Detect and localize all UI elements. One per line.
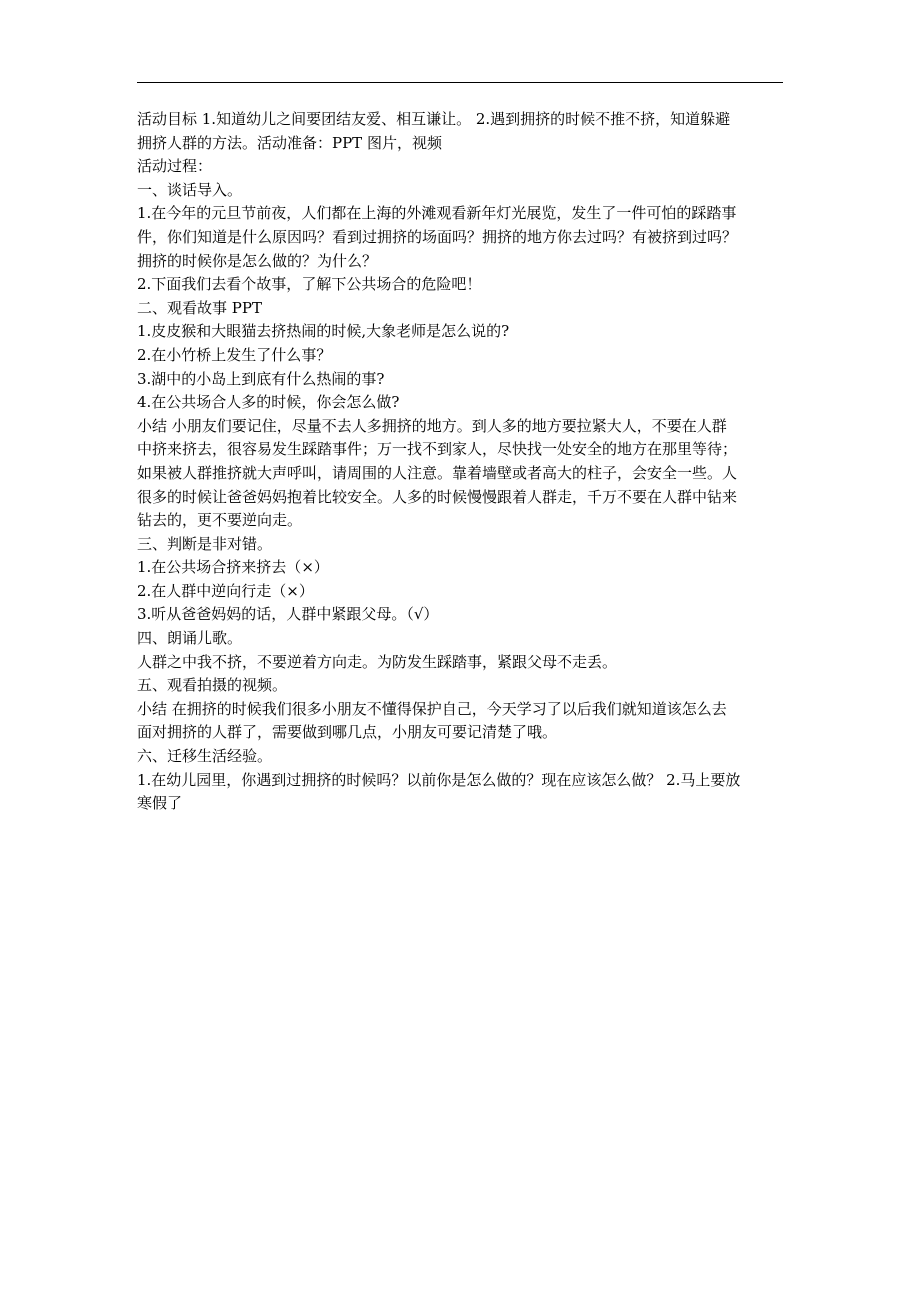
doc-line: 2.在小竹桥上发生了什么事？ — [137, 345, 332, 364]
doc-line: 3.湖中的小岛上到底有什么热闹的事? — [137, 369, 385, 388]
doc-line: 活动目标 1.知道幼儿之间要团结友爱、相互谦让。 2.遇到拥挤的时候不推不挤，知道躲避 — [137, 110, 731, 128]
document-body — [137, 108, 785, 816]
doc-line: 如果被人群推挤就大声呼叫，请周围的人注意。靠着墙壁或者高大的柱子，会安全一些。人 — [137, 463, 738, 482]
section-heading: 二、观看故事 PPT — [137, 298, 262, 317]
doc-line: 钻去的，更不要逆向走。 — [137, 511, 303, 530]
section-heading: 三、判断是非对错。 — [137, 534, 273, 553]
doc-line: 1.在公共场合挤来挤去（×） — [137, 558, 329, 577]
doc-line: 很多的时候让爸爸妈妈抱着比较安全。人多的时候慢慢跟着人群走，千万不要在人群中钻来 — [137, 487, 738, 506]
doc-line: 人群之中我不挤，不要逆着方向走。为防发生踩踏事，紧跟父母不走丢。 — [137, 652, 618, 671]
doc-line: 1.在幼儿园里，你遇到过拥挤的时候吗？以前你是怎么做的？现在应该怎么做？ 2.马上要放 — [137, 770, 741, 789]
section-heading: 一、谈话导入。 — [137, 180, 243, 199]
doc-line: 件，你们知道是什么原因吗？看到过拥挤的场面吗？拥挤的地方你去过吗？有被挤到过吗？ — [137, 227, 738, 246]
header-rule — [137, 82, 783, 83]
section-heading: 五、观看拍摄的视频。 — [137, 676, 288, 695]
doc-line: 1.在今年的元旦节前夜，人们都在上海的外滩观看新年灯光展览，发生了一件可怕的踩踏事 — [137, 204, 737, 223]
doc-line: 面对拥挤的人群了，需要做到哪几点，小朋友可要记清楚了哦。 — [137, 723, 558, 742]
doc-line: 小结 在拥挤的时候我们很多小朋友不懂得保护自己，今天学习了以后我们就知道该怎么去 — [137, 699, 727, 718]
doc-line: 拥挤的时候你是怎么做的？为什么？ — [137, 251, 378, 270]
doc-line: 4.在公共场合人多的时候，你会怎么做? — [137, 393, 400, 412]
doc-line: 3.听从爸爸妈妈的话，人群中紧跟父母。（√） — [137, 605, 439, 624]
doc-line: 拥挤人群的方法。活动准备：PPT 图片，视频 — [137, 133, 442, 152]
doc-line: 活动过程： — [137, 157, 213, 176]
doc-line: 小结 小朋友们要记住，尽量不去人多拥挤的地方。到人多的地方要拉紧大人，不要在人群 — [137, 416, 727, 435]
doc-line: 2.在人群中逆向行走（×） — [137, 581, 314, 600]
doc-line: 1.皮皮猴和大眼猫去挤热闹的时候,大象老师是怎么说的? — [137, 322, 510, 341]
doc-line: 寒假了 — [137, 794, 183, 813]
doc-line: 2.下面我们去看个故事，了解下公共场合的危险吧！ — [137, 275, 482, 294]
section-heading: 四、朗诵儿歌。 — [137, 629, 243, 648]
doc-line: 中挤来挤去，很容易发生踩踏事件；万一找不到家人，尽快找一处安全的地方在那里等待； — [137, 440, 738, 459]
section-heading: 六、迁移生活经验。 — [137, 747, 273, 766]
